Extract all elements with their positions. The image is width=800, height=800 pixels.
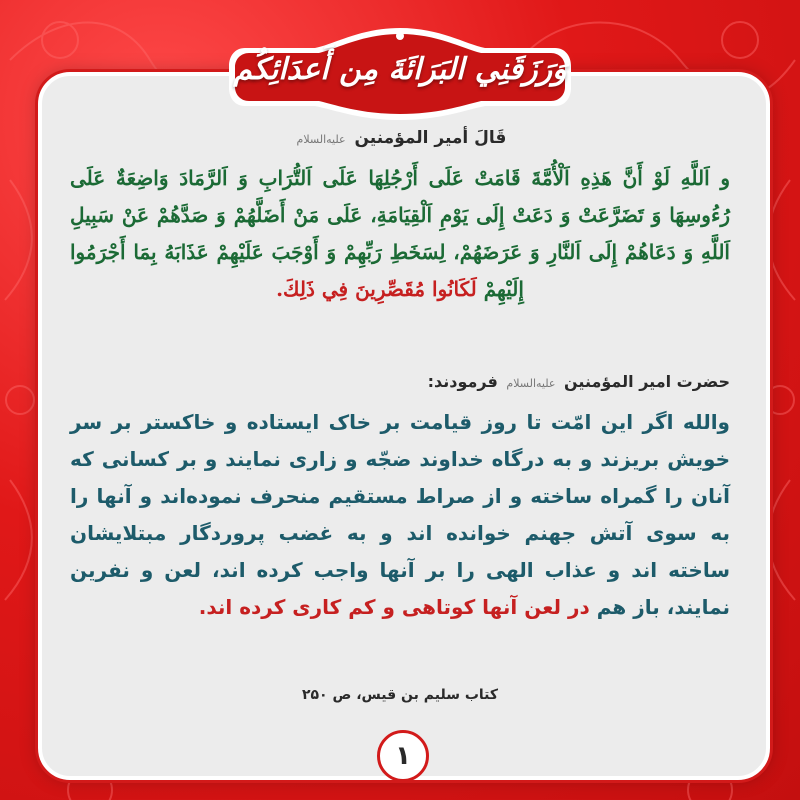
banner-title: وَرَزَقَنِي البَرَائَةَ مِن أَعدَائِكُم	[233, 52, 567, 87]
title-banner	[225, 26, 575, 122]
arabic-quote-highlight: لَكَانُوا مُقَصِّرِينَ فِي ذَلِكَ.	[276, 277, 477, 301]
persian-speaker-suffix: فرمودند:	[427, 372, 498, 391]
page-number: ۱	[395, 741, 411, 771]
honorific-mark-2: علیه‌السلام	[506, 377, 556, 390]
persian-text-main: والله اگر این امّت تا روز قیامت بر خاک ایستاده و خاکستر بر سر خویش بریزند و به درگاه خداوند ضجّه و زاری نمایند و بر کسانی که آنان را گمراه ساخته و از صراط مستقیم منحرف نموده‌اند و آنها را به سوی آتش جهنم خوانده اند و به غضب پروردگار مبتلایشان ساخته اند و عذاب الهی را بر آنها واجب کرده اند، لعن و نفرین نمایند، باز هم	[70, 410, 730, 619]
source-citation: کتاب سلیم بن قیس، ص ۲۵۰	[301, 687, 499, 703]
persian-speaker-line	[70, 372, 730, 391]
persian-text-highlight: در لعن آنها کوتاهی و کم کاری کرده اند.	[198, 595, 590, 619]
persian-speaker: حضرت امیر المؤمنین	[564, 372, 730, 391]
arabic-quote	[70, 160, 730, 308]
honorific-mark: علیه‌السلام	[296, 133, 346, 146]
arabic-speaker: قَالَ أمیر المؤمنین	[354, 128, 507, 148]
persian-translation	[70, 404, 730, 626]
page-number-badge	[377, 730, 429, 782]
arabic-quote-main: و اَللَّهِ لَوْ أَنَّ هَذِهِ اَلْأُمَّةَ قَامَتْ عَلَى أَرْجُلِهَا عَلَى اَلتُّرَابِ وَ اَلرَّمَادَ وَاضِعَةٌ عَلَى رُءُوسِهَا وَ تَضَرَّعَتْ وَ دَعَتْ إِلَى يَوْمِ اَلْقِيَامَةِ، عَلَى مَنْ أَضَلَّهُمْ وَ صَدَّهُمْ عَنْ سَبِيلِ اَللَّهِ وَ دَعَاهُمْ إِلَى اَلنَّارِ وَ عَرَضَهُمْ، لِسَخَطِ رَبِّهِمْ وَ أَوْجَبَ عَلَيْهِمْ عَذَابَهُ بِمَا أَجْرَمُوا إِلَيْهِمْ	[70, 166, 730, 301]
arabic-speaker-line	[70, 128, 730, 148]
